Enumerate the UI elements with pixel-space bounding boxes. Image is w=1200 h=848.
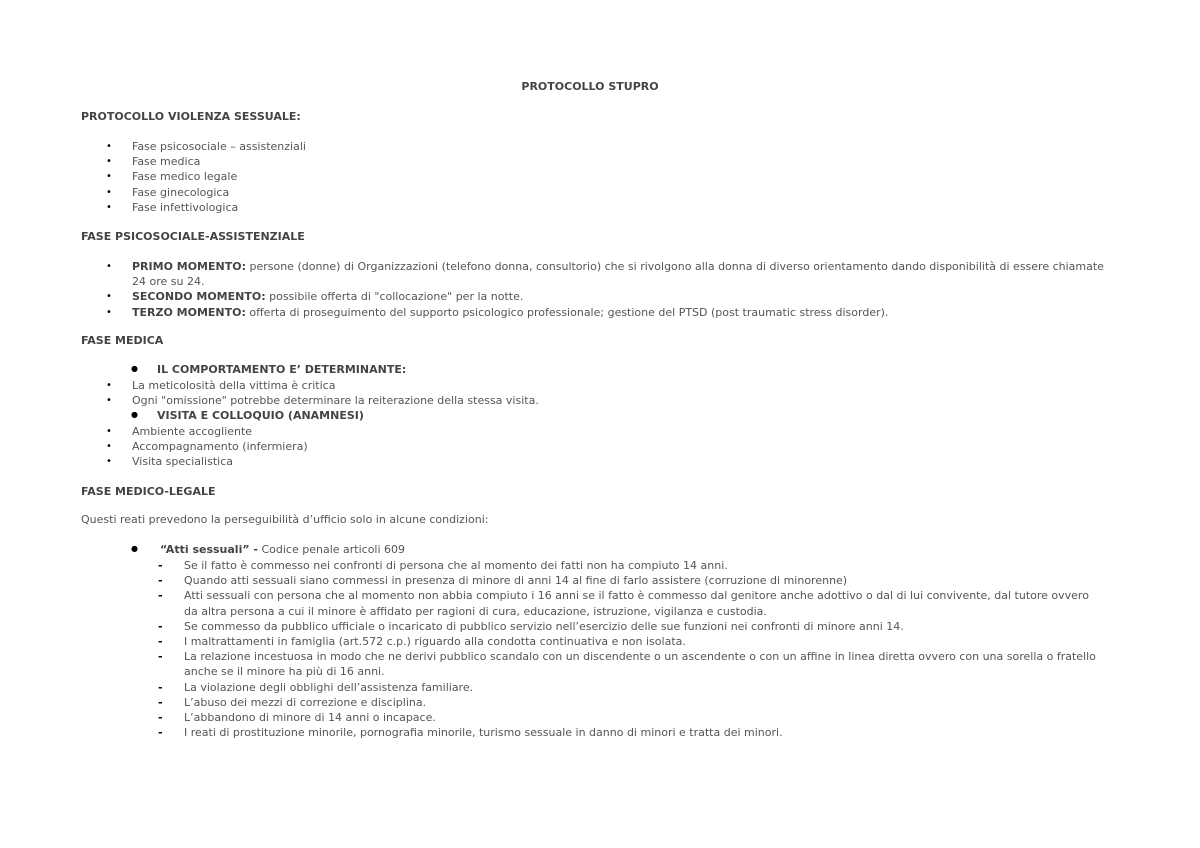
section-heading-medico-legale: FASE MEDICO-LEGALE bbox=[81, 485, 216, 498]
list-item: - L’abuso dei mezzi di correzione e disciplina. bbox=[81, 695, 1101, 710]
medica-list-2 bbox=[81, 424, 308, 470]
section-heading-psicosociale: FASE PSICOSOCIALE-ASSISTENZIALE bbox=[81, 230, 305, 243]
document-title: PROTOCOLLO STUPRO bbox=[521, 80, 659, 93]
list-item: - I maltrattamenti in famiglia (art.572 c.p.) riguardo alla condotta continuativa e non isolata. bbox=[81, 634, 1101, 649]
list-item bbox=[81, 289, 1112, 304]
item-label: SECONDO MOMENTO: bbox=[132, 290, 266, 304]
subheading-text: IL COMPORTAMENTO E’ DETERMINANTE: bbox=[157, 363, 407, 376]
item-label: TERZO MOMENTO: bbox=[132, 305, 246, 319]
list-item: • Visita specialistica bbox=[81, 454, 308, 469]
list-item: - I reati di prostituzione minorile, pornografia minorile, turismo sessuale in danno di minori e tratta dei minori. bbox=[81, 725, 1101, 740]
list-item: • Accompagnamento (infermiera) bbox=[81, 439, 308, 454]
list-item: • Fase psicosociale – assistenziali bbox=[81, 139, 306, 154]
list-item bbox=[81, 259, 1112, 289]
list-item: - L’abbandono di minore di 14 anni o incapace. bbox=[81, 710, 1101, 725]
item-text: persone (donne) di Organizzazioni (telefono donna, consultorio) che si rivolgono alla donna di diverso orientamento dando disponibilità di essere chiamate 24 ore su 24. bbox=[132, 260, 1104, 289]
list-item: • Fase infettivologica bbox=[81, 200, 306, 215]
item-text: possibile offerta di "collocazione" per la notte. bbox=[265, 290, 524, 304]
list-item: • Fase ginecologica bbox=[81, 185, 306, 200]
intro-paragraph: Questi reati prevedono la perseguibilità d’ufficio solo in alcune condizioni: bbox=[81, 513, 489, 526]
list-item: - Atti sessuali con persona che al momento non abbia compiuto i 16 anni se il fatto è commesso dal genitore anche adottivo o dal di lui convivente, dal tutore ovvero da altra persona a cui il minore è affidato per ragioni di cura, educazione, istruzione, vigilanza e custodia. bbox=[81, 588, 1101, 618]
condition-list bbox=[81, 558, 1101, 740]
subheading-text: VISITA E COLLOQUIO (ANAMNESI) bbox=[157, 409, 364, 422]
atti-text: Codice penale articoli 609 bbox=[257, 543, 406, 556]
subheading-visita bbox=[131, 409, 364, 422]
list-item bbox=[81, 305, 1112, 320]
list-item: - La violazione degli obblighi dell’assistenza familiare. bbox=[81, 680, 1101, 695]
atti-label: “Atti sessuali” - bbox=[160, 543, 258, 556]
filled-dot bbox=[131, 409, 364, 422]
list-item: • Fase medica bbox=[81, 154, 306, 169]
section-heading-medica: FASE MEDICA bbox=[81, 334, 164, 347]
item-label: PRIMO MOMENTO: bbox=[132, 260, 246, 273]
list-item: • Ambiente accogliente bbox=[81, 424, 308, 439]
subheading-comportamento bbox=[131, 363, 406, 376]
list-item: • Ogni "omissione" potrebbe determinare la reiterazione della stessa visita. bbox=[81, 393, 539, 408]
filled-dot bbox=[131, 363, 406, 376]
section-heading-violenza: PROTOCOLLO VIOLENZA SESSUALE: bbox=[81, 110, 301, 123]
list-item: • Fase medico legale bbox=[81, 169, 306, 184]
list-item: - Quando atti sessuali siano commessi in presenza di minore di anni 14 al fine di farlo assistere (corruzione di minorenne) bbox=[81, 573, 1101, 588]
list-item: - Se il fatto è commesso nei confronti di persona che al momento dei fatti non ha compiuto 14 anni. bbox=[81, 558, 1101, 573]
phase-list bbox=[81, 139, 306, 215]
moment-list bbox=[81, 259, 1112, 320]
list-item: - La relazione incestuosa in modo che ne derivi pubblico scandalo con un discendente o un ascendente o con un affine in linea diretta ovvero con una sorella o fratello anche se il minore ha più di 16 anni. bbox=[81, 649, 1101, 679]
atti-sessuali-line bbox=[131, 543, 405, 556]
list-item: - Se commesso da pubblico ufficiale o incaricato di pubblico servizio nell’esercizio delle sue funzioni nei confronti di minore anni 14. bbox=[81, 619, 1101, 634]
medica-list-1 bbox=[81, 378, 539, 408]
list-item: • La meticolosità della vittima è critica bbox=[81, 378, 539, 393]
item-text: offerta di proseguimento del supporto psicologico professionale; gestione del PTSD (post traumatic stress disorder). bbox=[245, 305, 889, 319]
